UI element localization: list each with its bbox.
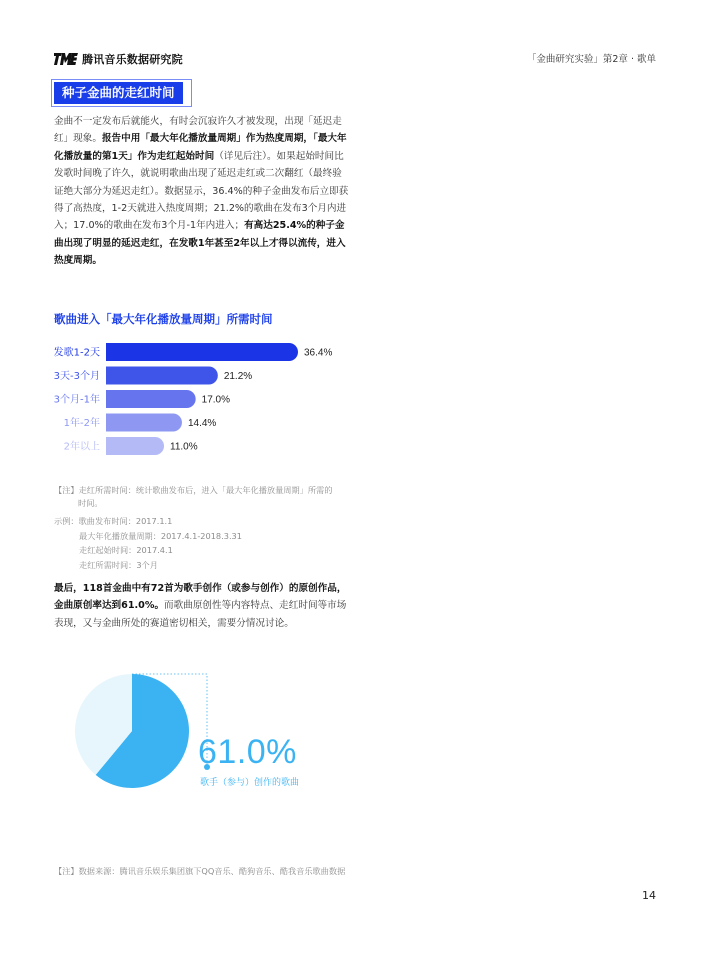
logo-text: 腾讯音乐数据研究院 [82, 53, 183, 66]
tme-logo-icon [54, 53, 78, 65]
conclusion-text-1: 最后，118首金曲中有72首为歌手创作（或参与创作）的原创作品，金曲原创率达到61.0%。 [54, 583, 347, 612]
example-line: 最大年化播放量周期：2017.4.1-2018.3.31 [79, 530, 242, 541]
value-label: 11.0% [170, 441, 198, 453]
conclusion-text-2: 而歌曲原创性等内容特点、走红时间等市场表现，又与金曲所处的赛道密切相关，需要分情况讨论。 [54, 600, 347, 629]
bar-1 [106, 343, 298, 361]
category-label: 3天-3个月 [53, 371, 100, 382]
note-prefix: 【注】 [54, 485, 79, 495]
note-text-2: 时间。 [78, 498, 103, 509]
conclusion-paragraph [54, 580, 350, 632]
value-label: 17.0% [201, 394, 231, 406]
section-title: 种子金曲的走红时间 [54, 82, 183, 104]
category-label: 2年以上 [63, 441, 100, 453]
intro-paragraph [54, 113, 350, 270]
note-label: 走红所需时间： [78, 485, 136, 495]
intro-text-3: （详见后注）。如果起始时间比发歌时间晚了许久，就说明歌曲出现了延迟走红或二次翻红（最终验证绝大部分为延迟走红）。数据显示，36.4%的种子金曲发布后立即获得了高热度，1-2天就进入热度周期；21.2%的歌曲在发布3个月内进入；17.0%的歌曲在发布3个月-1年内进入； [54, 150, 349, 232]
note-text: 统计歌曲发布后，进入「最大年化播放量周期」所需的 [135, 485, 333, 495]
bar-3 [106, 390, 196, 408]
note-definition [54, 484, 350, 511]
example-line: 歌曲发布时间：2017.1.1 [78, 516, 173, 526]
category-label: 1年-2年 [63, 418, 100, 429]
category-label: 3个月-1年 [53, 394, 100, 406]
intro-text-4: 有高达25.4%的种子金曲出现了明显的延迟走红，在发歌1年甚至2年以上才得以流传，进入热度周期。 [54, 220, 346, 267]
page-number: 14 [642, 889, 656, 902]
bar-chart [0, 335, 360, 465]
bar-2 [106, 367, 218, 385]
example-line: 走红所需时间：3个月 [79, 559, 158, 570]
data-source-footnote: 【注】数据来源：腾讯音乐娱乐集团旗下QQ音乐、酷狗音乐、酷我音乐歌曲数据 [54, 866, 346, 876]
intro-text-2: 报告中用「最大年化播放量周期」作为热度周期，「最大年化播放量的第1天」作为走红起始时间 [54, 133, 347, 162]
example-line: 走红起始时间：2017.4.1 [79, 545, 173, 556]
value-label: 14.4% [187, 418, 217, 429]
header-logo [54, 51, 183, 67]
example-block [54, 514, 242, 572]
chart-title: 歌曲进入「最大年化播放量周期」所需时间 [54, 312, 273, 326]
bar-4 [106, 414, 182, 432]
category-label: 发歌1-2天 [53, 347, 100, 359]
pie-caption: 歌手（参与）创作的歌曲 [200, 778, 300, 788]
value-label: 21.2% [223, 371, 253, 382]
section-breadcrumb: 「金曲研究实验」第2章 · 歌单 [526, 54, 656, 65]
value-label: 36.4% [304, 347, 333, 359]
bar-5 [106, 437, 164, 455]
example-label: 示例： [54, 516, 79, 526]
pie-value-label: 61.0% [198, 733, 297, 771]
intro-text-1: 金曲不一定发布后就能火，有时会沉寂许久才被发现，出现「延迟走红」现象。 [54, 116, 342, 145]
